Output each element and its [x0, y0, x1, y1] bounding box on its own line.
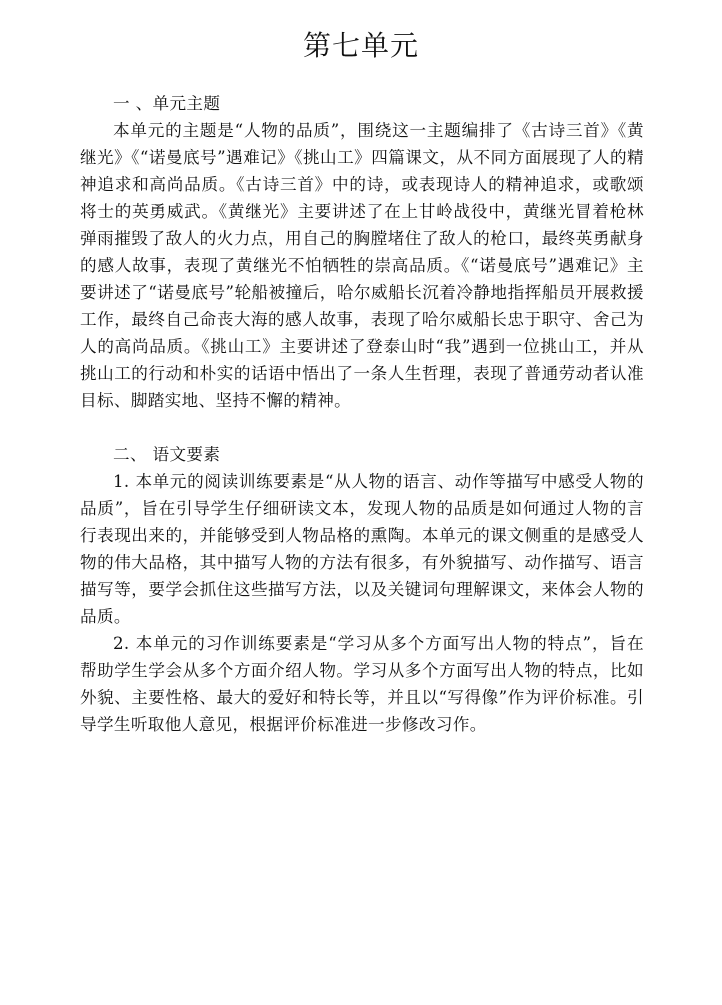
paragraph-writing-element: 2. 本单元的习作训练要素是“学习从多个方面写出人物的特点”，旨在帮助学生学会从多个方面介绍人物。学习从多个方面写出人物的特点，比如外貌、主要性格、最大的爱好和特长等，并且以“写得像”作为评价标准。引导学生听取他人意见，根据评价标准进一步修改习作。	[80, 634, 644, 734]
section-heading-language-elements: 二、 语文要素	[113, 445, 221, 464]
document-body	[80, 90, 644, 738]
section-heading-unit-theme: 一 、单元主题	[113, 94, 221, 113]
section-spacer	[80, 414, 644, 441]
paragraph-unit-theme: 本单元的主题是“人物的品质”，围绕这一主题编排了《古诗三首》《黄继光》《“诺曼底号”遇难记》《挑山工》四篇课文，从不同方面展现了人的精神追求和高尚品质。《古诗三首》中的诗，或表现诗人的精神追求，或歌颂将士的英勇威武。《黄继光》主要讲述了在上甘岭战役中，黄继光冒着枪林弹雨摧毁了敌人的火力点，用自己的胸膛堵住了敌人的枪口，最终英勇献身的感人故事，表现了黄继光不怕牺牲的崇高品质。《“诺曼底号”遇难记》主要讲述了“诺曼底号”轮船被撞后，哈尔威船长沉着冷静地指挥船员开展救援工作，最终自己命丧大海的感人故事，表现了哈尔威船长忠于职守、舍己为人的高尚品质。《挑山工》主要讲述了登泰山时“我”遇到一位挑山工，并从挑山工的行动和朴实的话语中悟出了一条人生哲理，表现了普通劳动者认准目标、脚踏实地、坚持不懈的精神。	[80, 121, 644, 410]
paragraph-reading-element: 1. 本单元的阅读训练要素是“从人物的语言、动作等描写中感受人物的品质”，旨在引导学生仔细研读文本，发现人物的品质是如何通过人物的言行表现出来的，并能够受到人物品格的熏陶。本单元的课文侧重的是感受人物的伟大品格，其中描写人物的方法有很多，有外貌描写、动作描写、语言描写等，要学会抓住这些描写方法，以及关键词句理解课文，来体会人物的品质。	[80, 472, 644, 626]
page-title: 第七单元	[302, 29, 419, 62]
